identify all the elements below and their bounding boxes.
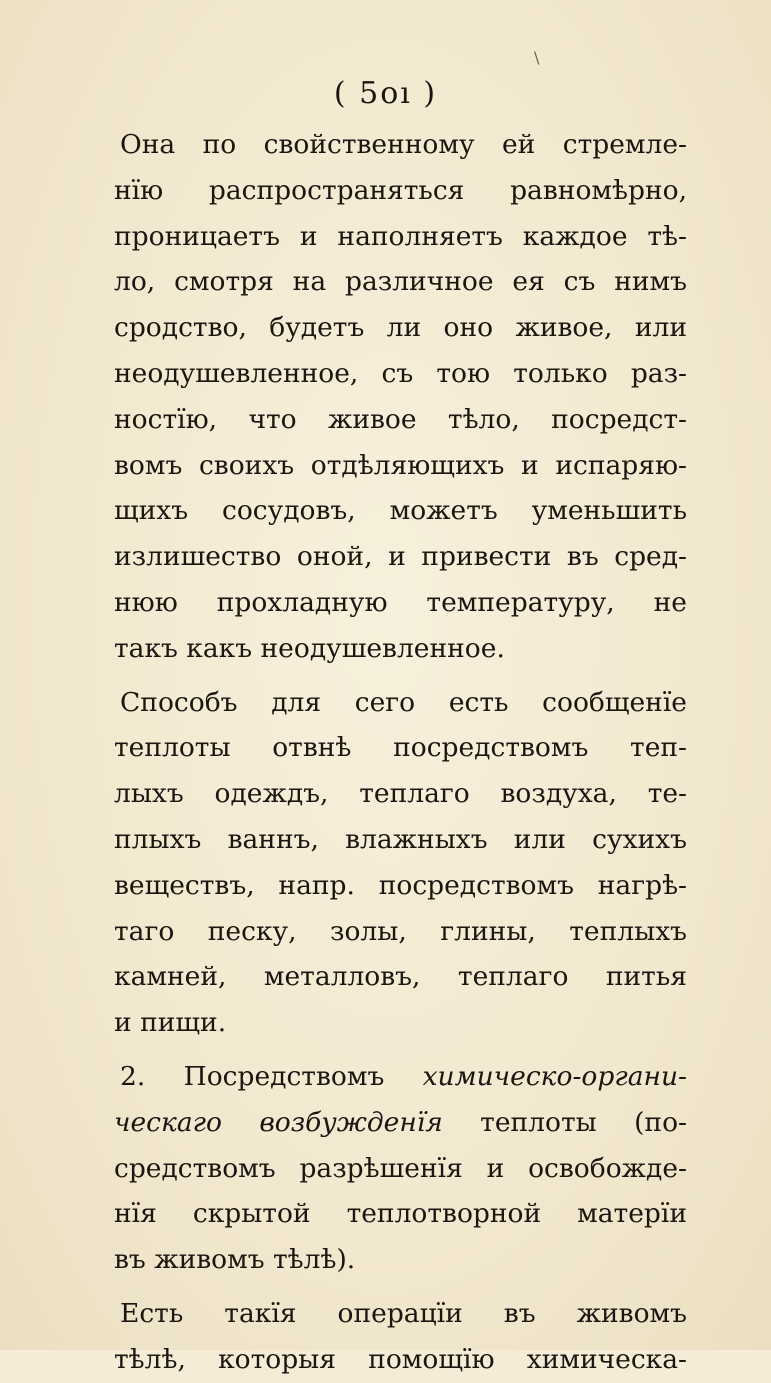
text-line: сродство, будетъ ли оно живое, или bbox=[114, 312, 687, 344]
paragraph bbox=[114, 680, 687, 1046]
stray-mark: \ bbox=[534, 48, 540, 67]
text-line: веществъ, напр. посредствомъ нагрѣ- bbox=[114, 869, 687, 901]
text-line bbox=[114, 1054, 687, 1100]
text-run: теплоты (по- bbox=[442, 1106, 687, 1138]
text-line: Она по свойственному ей стремле- bbox=[120, 129, 687, 160]
text-line: ло, смотря на различное ея съ нимъ bbox=[114, 266, 687, 298]
paragraph bbox=[114, 1054, 687, 1283]
text-line: таго песку, золы, глины, теплыхъ bbox=[114, 915, 687, 947]
text-line: проницаетъ и наполняетъ каждое тѣ- bbox=[114, 220, 687, 252]
text-line: нюю прохладную температуру, не bbox=[114, 586, 687, 618]
text-line: неодушевленное, съ тою только раз- bbox=[114, 357, 687, 389]
paragraph bbox=[114, 1291, 687, 1383]
page-number: ( 5oı ) bbox=[333, 76, 438, 111]
text-line: плыхъ ваннъ, влажныхъ или сухихъ bbox=[114, 823, 687, 855]
text-line: излишество оной, и привести въ сред- bbox=[114, 541, 687, 573]
paragraph bbox=[114, 122, 687, 672]
text-line: тѣлѣ, которыя помощїю химическа- bbox=[114, 1343, 687, 1375]
text-line: Есть такїя операцїи въ живомъ bbox=[120, 1297, 687, 1329]
text-line: Способъ для сего есть сообщенїе bbox=[120, 686, 687, 718]
body-text bbox=[114, 122, 687, 1383]
text-line: ностїю, что живое тѣло, посредст- bbox=[114, 403, 687, 435]
text-line: камней, металловъ, теплаго питья bbox=[114, 961, 687, 993]
text-line: такъ какъ неодушевленное. bbox=[114, 632, 505, 664]
text-line: въ живомъ тѣлѣ). bbox=[114, 1244, 356, 1276]
text-line: нїя скрытой теплотворной матерїи bbox=[114, 1198, 687, 1230]
text-line: нїю распространяться равномѣрно, bbox=[114, 174, 687, 206]
text-line: вомъ своихъ отдѣляющихъ и испаряю- bbox=[114, 449, 687, 481]
text-line: щихъ сосудовъ, можетъ уменьшить bbox=[114, 495, 687, 527]
text-line: средствомъ разрѣшенїя и освобожде- bbox=[114, 1152, 687, 1184]
text-line: теплоты отвнѣ посредствомъ теп- bbox=[114, 732, 687, 764]
text-run: 2. Посредствомъ bbox=[120, 1060, 423, 1092]
text-line: и пищи. bbox=[114, 1007, 227, 1039]
italic-run: химическо-органи- bbox=[422, 1060, 687, 1092]
text-line bbox=[114, 1100, 687, 1146]
italic-run: ческаго возбужденїя bbox=[114, 1106, 443, 1138]
text-line: лыхъ одеждъ, теплаго воздуха, те- bbox=[114, 778, 687, 810]
